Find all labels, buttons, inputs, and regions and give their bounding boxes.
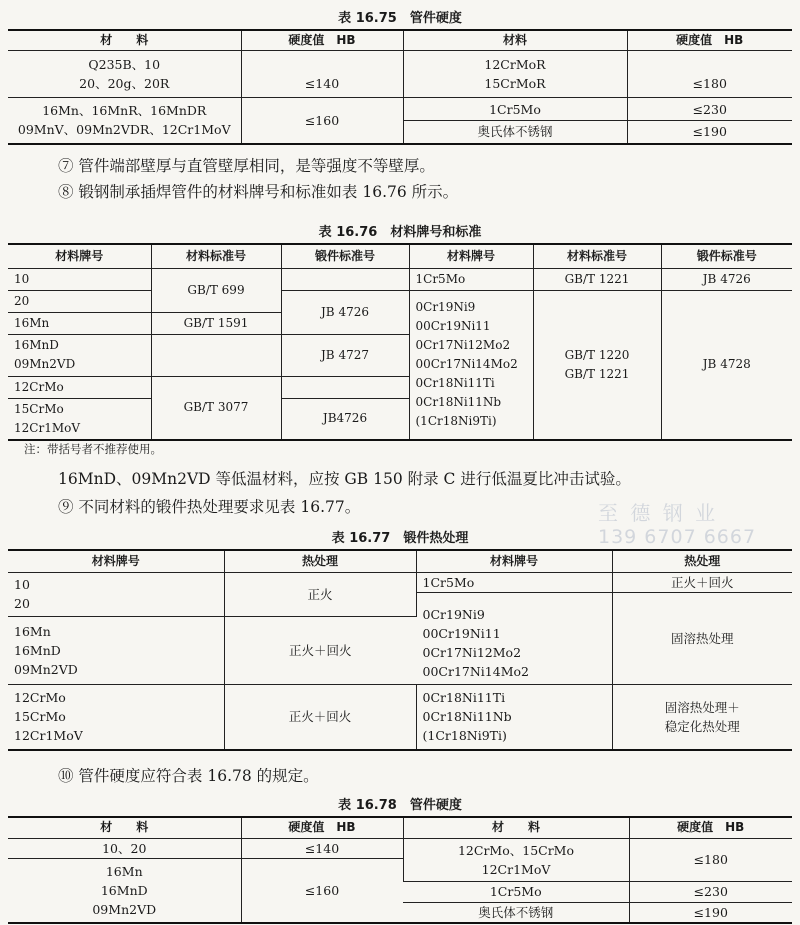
paragraph-low-temp: 16MnD、09Mn2VD 等低温材料，应按 GB 150 附录 C 进行低温夏比冲击试验。 — [58, 470, 631, 488]
hardness-cell: ≤180 — [627, 51, 792, 98]
hardness-cell: ≤230 — [629, 881, 792, 902]
material-cell: 12CrMo、15CrMo 12Cr1MoV — [403, 838, 629, 881]
hardness-cell: ≤160 — [241, 858, 403, 923]
col-header: 材料牌号 — [409, 244, 533, 268]
col-header: 硬度值 HB — [627, 30, 792, 51]
heat-treatment-cell: 固溶热处理＋ 稳定化热处理 — [612, 684, 792, 750]
paragraph-8: ⑧ 锻钢制承插焊管件的材料牌号和标准如表 16.76 所示。 — [58, 183, 459, 201]
col-header: 材料标准号 — [151, 244, 281, 268]
material-cell: 12CrMo 15CrMo 12Cr1MoV — [8, 684, 224, 750]
col-header: 锻件标准号 — [281, 244, 409, 268]
std-cell: GB/T 3077 — [151, 376, 281, 440]
hardness-cell: ≤230 — [627, 98, 792, 121]
material-cell: 10 — [8, 268, 151, 290]
table-16-76-caption: 表 16.76 材料牌号和标准 — [318, 225, 482, 240]
table-16-75 — [8, 29, 792, 145]
col-header: 热处理 — [224, 550, 416, 572]
material-cell: 12CrMoR 15CrMoR — [403, 51, 627, 98]
table-16-76 — [8, 243, 792, 441]
forging-cell: JB 4726 — [661, 268, 792, 290]
material-cell: 0Cr18Ni11Ti 0Cr18Ni11Nb (1Cr18Ni9Ti) — [416, 684, 612, 750]
paragraph-7: ⑦ 管件端部壁厚与直管壁厚相同，是等强度不等壁厚。 — [58, 157, 435, 175]
paragraph-9: ⑨ 不同材料的锻件热处理要求见表 16.77。 — [58, 498, 361, 516]
forging-cell — [281, 376, 409, 398]
forging-cell — [281, 268, 409, 290]
material-cell: Q235B、10 20、20g、20R — [8, 51, 241, 98]
paragraph-10: ⑩ 管件硬度应符合表 16.78 的规定。 — [58, 767, 319, 785]
material-cell: 16Mn、16MnR、16MnDR 09MnV、09Mn2VDR、12Cr1MoV — [8, 98, 241, 144]
col-header: 热处理 — [612, 550, 792, 572]
hardness-cell: ≤140 — [241, 838, 403, 858]
material-cell: 16Mn 16MnD 09Mn2VD — [8, 616, 224, 684]
material-cell: 10、20 — [8, 838, 241, 858]
heat-treatment-cell: 正火＋回火 — [224, 684, 416, 750]
material-cell: 10 20 — [8, 572, 224, 616]
hardness-cell: ≤140 — [241, 51, 403, 98]
table-note: 注：带括号者不推荐使用。 — [24, 442, 162, 456]
table-16-77 — [8, 549, 792, 751]
col-header: 材料牌号 — [8, 550, 224, 572]
std-cell: GB/T 699 — [151, 268, 281, 312]
std-cell — [151, 334, 281, 376]
heat-treatment-cell: 固溶热处理 — [612, 592, 792, 684]
material-cell: 20 — [8, 290, 151, 312]
hardness-cell: ≤180 — [629, 838, 792, 881]
material-cell: 奥氏体不锈钢 — [403, 121, 627, 144]
col-header: 材 料 — [403, 817, 629, 838]
std-cell: GB/T 1221 — [533, 268, 661, 290]
hardness-cell: ≤190 — [627, 121, 792, 144]
heat-treatment-cell: 正火 — [224, 572, 416, 616]
material-cell: 15CrMo 12Cr1MoV — [8, 398, 151, 440]
heat-treatment-cell: 正火＋回火 — [612, 572, 792, 592]
material-cell: 1Cr5Mo — [416, 572, 612, 592]
col-header: 材料牌号 — [8, 244, 151, 268]
col-header: 材 料 — [8, 30, 241, 51]
table-16-75-caption: 表 16.75 管件硬度 — [338, 11, 462, 26]
material-cell: 0Cr19Ni9 00Cr19Ni11 0Cr17Ni12Mo2 00Cr17Ni14Mo2 0Cr18Ni11Ti 0Cr18Ni11Nb (1Cr18Ni9Ti) — [409, 290, 533, 440]
material-cell: 奥氏体不锈钢 — [403, 902, 629, 923]
col-header: 材料 — [403, 30, 627, 51]
heat-treatment-cell: 正火＋回火 — [224, 616, 416, 684]
std-cell: GB/T 1220 GB/T 1221 — [533, 290, 661, 440]
table-16-77-caption: 表 16.77 锻件热处理 — [331, 531, 469, 546]
watermark-phone: 139 6707 6667 — [598, 526, 757, 548]
hardness-cell: ≤160 — [241, 98, 403, 144]
watermark-company: 至 德 钢 业 — [598, 501, 719, 525]
material-cell: 16MnD 09Mn2VD — [8, 334, 151, 376]
forging-cell: JB4726 — [281, 398, 409, 440]
material-cell: 1Cr5Mo — [403, 881, 629, 902]
material-cell: 16Mn — [8, 312, 151, 334]
col-header: 材料牌号 — [416, 550, 612, 572]
table-16-78 — [8, 816, 792, 924]
material-cell: 1Cr5Mo — [403, 98, 627, 121]
col-header: 硬度值 HB — [241, 817, 403, 838]
col-header: 材料标准号 — [533, 244, 661, 268]
col-header: 硬度值 HB — [241, 30, 403, 51]
hardness-cell: ≤190 — [629, 902, 792, 923]
table-16-78-caption: 表 16.78 管件硬度 — [338, 798, 462, 813]
forging-cell: JB 4726 — [281, 290, 409, 334]
material-cell: 0Cr19Ni9 00Cr19Ni11 0Cr17Ni12Mo2 00Cr17Ni14Mo2 — [416, 592, 612, 684]
forging-cell: JB 4728 — [661, 290, 792, 440]
std-cell: GB/T 1591 — [151, 312, 281, 334]
col-header: 硬度值 HB — [629, 817, 792, 838]
material-cell: 16Mn 16MnD 09Mn2VD — [8, 858, 241, 923]
material-cell: 12CrMo — [8, 376, 151, 398]
material-cell: 1Cr5Mo — [409, 268, 533, 290]
col-header: 锻件标准号 — [661, 244, 792, 268]
col-header: 材 料 — [8, 817, 241, 838]
forging-cell: JB 4727 — [281, 334, 409, 376]
